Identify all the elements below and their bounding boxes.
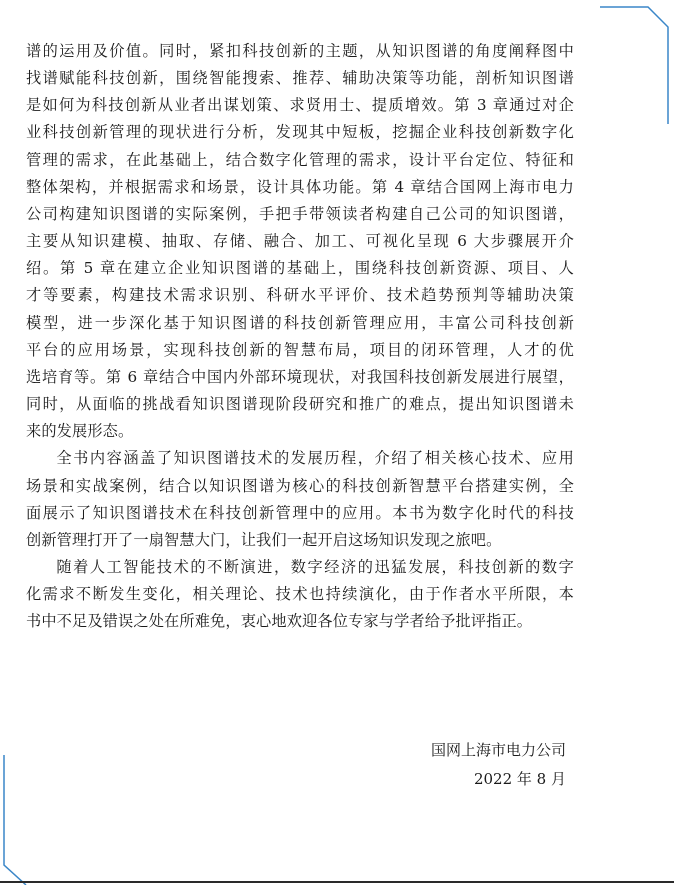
signature-organization: 国网上海市电力公司 (430, 741, 566, 759)
text-line: 业科技创新管理的现状进行分析，发现其中短板，挖掘企业科技创新数字化 (26, 123, 574, 142)
text-line: 才等要素，构建技术需求识别、科研水平评价、技术趋势预判等辅助决策 (26, 286, 574, 305)
text-line: 是如何为科技创新从业者出谋划策、求贤用士、提质增效。第 3 章通过对企 (26, 96, 574, 115)
text-line: 面展示了知识图谱技术在科技创新管理中的应用。本书为数字化时代的科技 (26, 503, 574, 522)
text-line: 平台的应用场景，实现科技创新的智慧布局，项目的闭环管理，人才的优 (26, 340, 574, 359)
text-line: 主要从知识建模、抽取、存储、融合、加工、可视化呈现 6 大步骤展开介 (26, 232, 574, 251)
text-line: 找谱赋能科技创新，围绕智能搜索、推荐、辅助决策等功能，剖析知识图谱 (26, 69, 574, 88)
text-line: 书中不足及错误之处在所难免，衷心地欢迎各位专家与学者给予批评指正。 (26, 612, 533, 631)
preface-body (26, 38, 574, 635)
text-line: 随着人工智能技术的不断演进，数字经济的迅猛发展，科技创新的数字 (56, 557, 574, 576)
text-line: 公司构建知识图谱的实际案例，手把手带领读者构建自己公司的知识图谱， (26, 204, 574, 223)
text-line: 化需求不断发生变化，相关理论、技术也持续演化，由于作者水平所限，本 (26, 585, 574, 604)
text-line: 场景和实战案例，结合以知识图谱为核心的科技创新智慧平台搭建实例，全 (26, 476, 574, 495)
text-line: 全书内容涵盖了知识图谱技术的发展历程，介绍了相关核心技术、应用 (56, 449, 574, 468)
text-line: 绍。第 5 章在建立企业知识图谱的基础上，围绕科技创新资源、项目、人 (26, 259, 574, 278)
bottom-rule (0, 881, 674, 883)
text-line: 谱的运用及价值。同时，紧扣科技创新的主题，从知识图谱的角度阐释图中 (26, 42, 574, 60)
paragraph-3 (26, 554, 574, 635)
text-line: 创新管理打开了一扇智慧大门，让我们一起开启这场知识发现之旅吧。 (26, 530, 502, 549)
text-line: 同时，从面临的挑战看知识图谱现阶段研究和推广的难点，提出知识图谱未 (26, 395, 574, 414)
text-line: 模型，进一步深化基于知识图谱的科技创新管理应用，丰富公司科技创新 (26, 313, 574, 332)
paragraph-1 (26, 38, 574, 445)
paragraph-2 (26, 445, 574, 554)
corner-decoration-bottom-left (0, 755, 40, 885)
text-line: 选培育等。第 6 章结合中国内外部环境现状，对我国科技创新发展进行展望， (26, 367, 574, 386)
signature-date: 2022 年 8 月 (473, 770, 566, 788)
corner-decoration-top-right (600, 0, 674, 124)
text-line: 整体架构，并根据需求和场景，设计具体功能。第 4 章结合国网上海市电力 (26, 177, 574, 196)
signature-block (431, 736, 566, 794)
text-line: 来的发展形态。 (26, 422, 134, 441)
text-line: 管理的需求，在此基础上，结合数字化管理的需求，设计平台定位、特征和 (26, 150, 574, 169)
